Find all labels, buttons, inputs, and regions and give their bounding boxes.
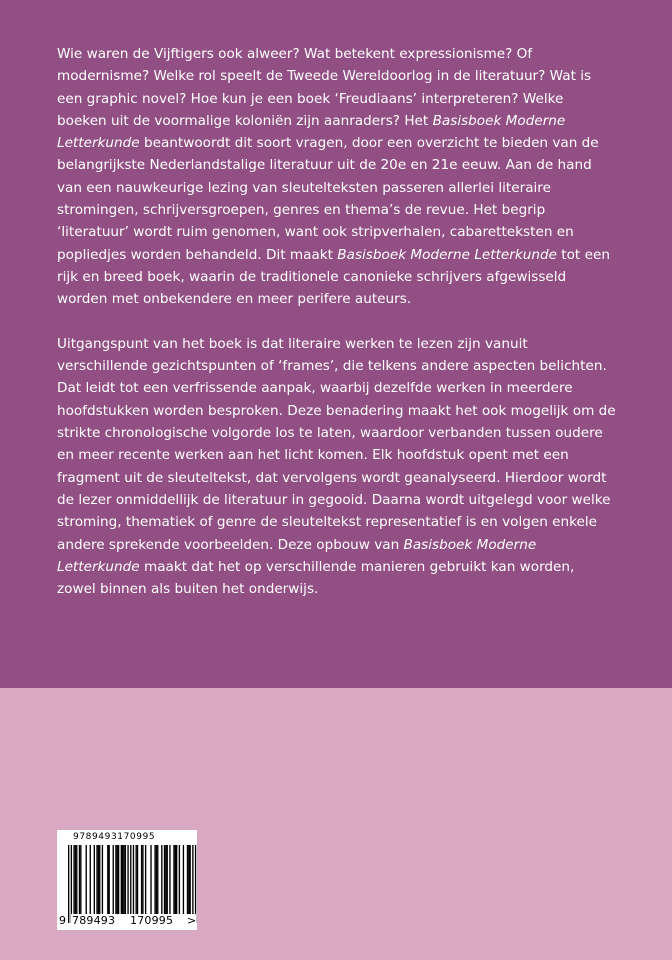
blurb-text: Uitgangspunt van het boek is dat literaire werken te lezen zijn vanuit verschillende gezichtspunten of ‘frames’, die telkens andere aspecten belichten. Dat leidt tot een verfrissende aanpak, waarbij dezelfde werken in meerdere hoofdstukken worden besproken. Deze benadering maakt het ook mogelijk om de strikte chronologische volgorde los te laten, waardoor verbanden tussen oudere en meer recente werken aan het licht komen. Elk hoofdstuk opent met een fragment uit de sleuteltekst, dat vervolgens wordt geanalyseerd. Hierdoor wordt de lezer onmiddellijk de literatuur in gegooid. Daarna wordt uitgelegd voor welke stroming, thematiek of genre de sleuteltekst representatief is en volgen enkele andere sprekende voorbeelden. Deze opbouw van [57, 335, 616, 553]
barcode-bar [188, 845, 189, 914]
barcode-bar [157, 845, 158, 914]
barcode-bar [173, 845, 174, 914]
isbn-number: 9789493170995 [73, 832, 156, 842]
barcode-bar [142, 845, 143, 914]
barcode-bar [90, 845, 91, 914]
barcode-bar [161, 845, 162, 914]
blurb-text: beantwoordt dit soort vragen, door een overzicht te bieden van de belangrijkste Nederlandstalige literatuur uit de 20e en 21e eeuw. Aan de hand van een nauwkeurige lezing van sleutelteksten passeren allerlei literaire stromingen, schrijversgroepen, genres en thema’s de revue. Het begrip ‘literatuur’ wordt ruim genomen, want ook stripverhalen, cabaretteksten en popliedjes worden behandeld. Dit maakt [57, 135, 599, 263]
blurb-text: maakt dat het op verschillende manieren gebruikt kan worden, zowel binnen als buiten het onderwijs. [57, 558, 575, 598]
barcode-bar [136, 845, 137, 914]
barcode-bar [122, 845, 123, 914]
barcode-bar [71, 845, 72, 923]
barcode-bar [179, 845, 180, 914]
barcode-bar [183, 845, 184, 914]
barcode-bar [123, 845, 124, 914]
barcode-bar [187, 845, 188, 914]
book-title-italic: Basisboek Moderne Letterkunde [337, 246, 557, 263]
book-title-italic: Basisboek Moderne Letterkunde [57, 112, 566, 152]
barcode-bar [125, 845, 126, 914]
barcode-bar [117, 845, 118, 914]
barcode-first-digit: 9 [59, 914, 67, 927]
barcode-bar [165, 845, 166, 914]
barcode-bar [118, 845, 119, 914]
barcode-bar [130, 845, 131, 923]
barcode-bar [154, 845, 155, 914]
barcode-right-group: 170995 [130, 914, 174, 927]
barcode-bar [145, 845, 146, 914]
barcode-bar [195, 845, 196, 923]
isbn-barcode [57, 830, 197, 930]
blurb-text: Wie waren de Vijftigers ook alweer? Wat betekent expressionisme? Of modernisme? Welke rol speelt de Tweede Wereldoorlog in de literatuur? Wat is een graphic novel? Hoe kun je een boek ‘Freudiaans’ interpreteren? Welke boeken uit de voormalige koloniën zijn aanraders? Het [57, 46, 592, 129]
blurb-paragraph-2 [57, 333, 617, 601]
barcode-bar [107, 845, 108, 914]
barcode-bar [80, 845, 81, 914]
barcode-bar [127, 845, 128, 914]
barcode-bar [164, 845, 165, 914]
blurb-text: tot een rijk en breed boek, waarin de traditionele canonieke schrijvers afgewisseld worden met onbekendere en meer perifere auteurs. [57, 246, 610, 308]
barcode-bar [113, 845, 114, 914]
barcode-bar [133, 845, 134, 923]
barcode-bar [190, 845, 191, 914]
barcode-bar [141, 845, 142, 914]
barcode-bar [76, 845, 77, 914]
barcode-bar [99, 845, 100, 914]
barcode-bar [75, 845, 76, 914]
barcode-bar [68, 845, 69, 923]
barcode-bar [98, 845, 99, 914]
barcode-bar [73, 845, 74, 914]
barcode-bar [175, 845, 176, 914]
barcode-bar [109, 845, 110, 914]
barcode-bar [167, 845, 168, 914]
barcode-bar [192, 845, 193, 923]
barcode-bar [169, 845, 170, 914]
barcode-bar [96, 845, 97, 914]
book-title-italic: Basisboek Moderne Letterkunde [57, 536, 537, 575]
barcode-bar [156, 845, 157, 914]
blurb-paragraph-1 [57, 43, 617, 311]
barcode-bar [137, 845, 138, 914]
barcode-quiet-zone-mark: > [187, 914, 197, 927]
barcode-bar [102, 845, 103, 914]
barcode-bar [176, 845, 177, 914]
barcode-bar [86, 845, 87, 914]
barcode-bar [121, 845, 122, 914]
barcode-bar [79, 845, 80, 914]
barcode-bar [150, 845, 151, 914]
barcode-bar [115, 845, 116, 914]
barcode-bar [94, 845, 95, 914]
barcode-left-group: 789493 [72, 914, 116, 927]
back-cover-blurb [57, 43, 617, 600]
